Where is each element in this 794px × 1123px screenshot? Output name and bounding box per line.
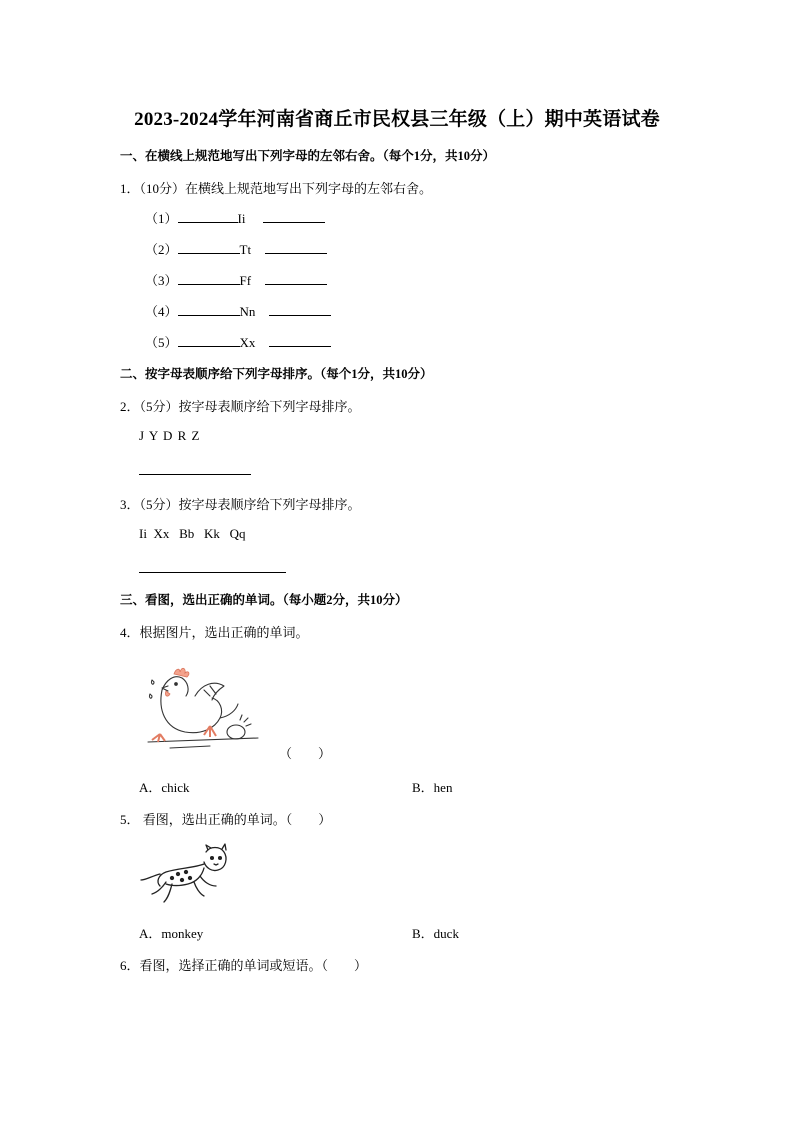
- question-2-letters: J Y D R Z: [139, 428, 201, 443]
- question-5-stem: 5． 看图，选出正确的单词。（ ）: [120, 812, 332, 827]
- question-3-letters: Ii Xx Bb Kk Qq: [139, 526, 246, 541]
- item-number: （1）: [145, 211, 178, 226]
- right-blank[interactable]: [265, 241, 327, 254]
- right-blank[interactable]: [265, 272, 327, 285]
- question-3-stem: 3．（5分）按字母表顺序给下列字母排序。: [120, 497, 361, 512]
- q1-item-4: [145, 301, 331, 320]
- section-3-heading: 三、看图，选出正确的单词。（每小题2分，共10分）: [120, 593, 408, 607]
- item-number: （5）: [145, 335, 178, 350]
- item-letter: Xx: [239, 335, 256, 350]
- item-letter: Tt: [239, 242, 252, 257]
- hen-with-egg-illustration: [140, 660, 260, 750]
- q1-item-2: [145, 239, 327, 258]
- question-2-stem: 2．（5分）按字母表顺序给下列字母排序。: [120, 399, 361, 414]
- section-1-heading: 一、在横线上规范地写出下列字母的左邻右舍。（每个1分，共10分）: [120, 149, 496, 163]
- left-blank[interactable]: [178, 241, 240, 254]
- question-5-option-b[interactable]: B．duck: [412, 926, 459, 941]
- question-4-stem: 4．根据图片，选出正确的单词。: [120, 625, 309, 640]
- q1-item-5: [145, 332, 331, 351]
- right-blank[interactable]: [269, 303, 331, 316]
- item-number: （4）: [145, 304, 178, 319]
- item-number: （2）: [145, 242, 178, 257]
- question-6-stem: 6．看图，选择正确的单词或短语。（ ）: [120, 958, 368, 973]
- q1-item-1: [145, 208, 325, 227]
- question-4-option-a[interactable]: A．chick: [139, 780, 190, 795]
- item-number: （3）: [145, 273, 178, 288]
- right-blank[interactable]: [269, 334, 331, 347]
- question-1-stem: 1．（10分）在横线上规范地写出下列字母的左邻右舍。: [120, 181, 433, 196]
- section-2-heading: 二、按字母表顺序给下列字母排序。（每个1分，共10分）: [120, 367, 433, 381]
- question-4-option-b[interactable]: B．hen: [412, 780, 453, 795]
- question-3-answer-line[interactable]: [139, 572, 286, 573]
- item-letter: Ff: [239, 273, 252, 288]
- left-blank[interactable]: [178, 303, 240, 316]
- left-blank[interactable]: [178, 334, 240, 347]
- item-letter: Nn: [239, 304, 256, 319]
- left-blank[interactable]: [178, 210, 238, 223]
- left-blank[interactable]: [178, 272, 240, 285]
- right-blank[interactable]: [263, 210, 325, 223]
- q1-item-3: [145, 270, 327, 289]
- item-letter: Ii: [237, 211, 246, 226]
- question-2-answer-line[interactable]: [139, 474, 251, 475]
- question-5-option-a[interactable]: A．monkey: [139, 926, 204, 941]
- page-title: 2023-2024学年河南省商丘市民权县三年级（上）期中英语试卷: [134, 109, 660, 130]
- question-4-answer-paren[interactable]: （ ）: [279, 746, 332, 761]
- leopard-cub-illustration: [138, 842, 238, 906]
